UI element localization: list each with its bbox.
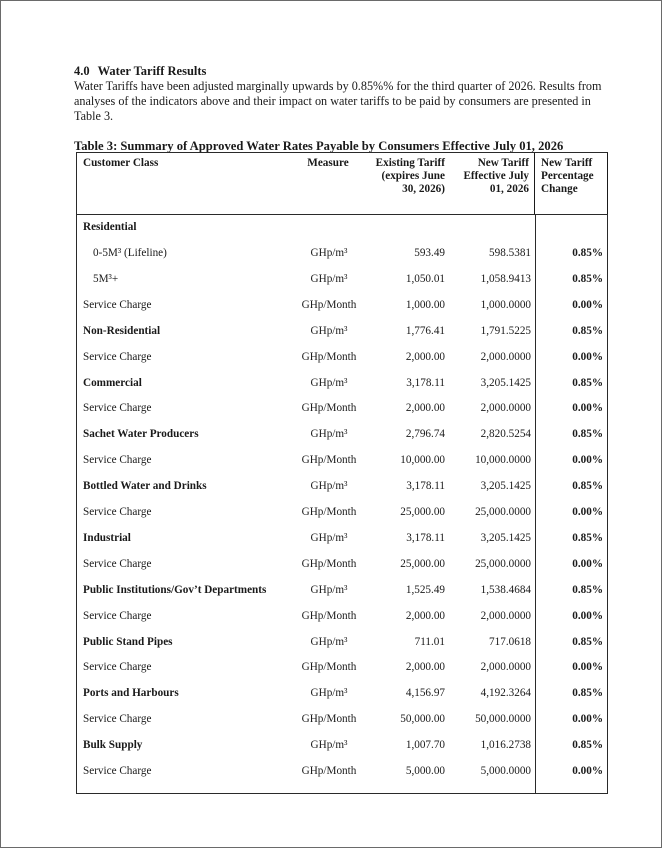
existing-tariff-cell: 3,178.11 (406, 531, 445, 544)
measure-cell: GHp/Month (301, 350, 357, 363)
section-title: Water Tariff Results (97, 64, 207, 78)
new-tariff-cell: 25,000.0000 (475, 506, 531, 518)
customer-class-cell: Service Charge (83, 765, 152, 777)
percentage-change-cell: 0.00% (572, 609, 603, 622)
new-tariff-cell: 3,205.1425 (480, 531, 531, 544)
customer-class-cell: Bulk Supply (83, 739, 143, 752)
table-row (77, 323, 607, 339)
table-row (77, 582, 607, 598)
new-tariff-cell: 10,000.0000 (475, 454, 531, 467)
customer-class-cell: Service Charge (83, 298, 152, 311)
measure-cell: GHp/Month (301, 506, 357, 518)
existing-tariff-cell: 1,007.70 (405, 739, 445, 752)
table-row (77, 504, 607, 520)
existing-tariff-cell: 3,178.11 (406, 376, 445, 389)
existing-tariff-cell: 2,000.00 (405, 350, 445, 363)
new-tariff-cell: 598.5381 (489, 247, 531, 259)
table-row (77, 659, 607, 675)
percentage-change-cell: 0.00% (572, 661, 603, 674)
tariff-table (76, 152, 608, 794)
existing-tariff-cell: 593.49 (414, 247, 445, 259)
existing-tariff-cell: 5,000.00 (405, 765, 445, 777)
table-row (77, 400, 607, 416)
existing-tariff-cell: 25,000.00 (400, 557, 445, 570)
new-tariff-cell: 2,000.0000 (480, 350, 531, 363)
table-row (77, 349, 607, 365)
existing-tariff-cell: 2,796.74 (405, 428, 445, 441)
existing-tariff-cell: 1,776.41 (405, 324, 445, 337)
customer-class-cell: Service Charge (83, 350, 152, 363)
existing-tariff-cell: 25,000.00 (400, 506, 445, 518)
existing-tariff-cell: 2,000.00 (405, 402, 445, 415)
table-row (77, 375, 607, 391)
customer-class-cell: Ports and Harbours (83, 687, 179, 700)
table-row (77, 634, 607, 650)
customer-class-cell: Public Stand Pipes (83, 635, 173, 648)
table-row (77, 737, 607, 753)
table-row (77, 478, 607, 494)
measure-cell: GHp/m³ (310, 635, 348, 648)
percentage-change-cell: 0.00% (572, 557, 603, 570)
customer-class-cell: 0-5M³ (Lifeline) (93, 247, 167, 259)
percentage-change-cell: 0.85% (572, 272, 603, 285)
measure-cell: GHp/m³ (310, 272, 348, 285)
measure-cell: GHp/m³ (310, 480, 348, 493)
customer-class-cell: Service Charge (83, 661, 152, 674)
section-4 (74, 64, 614, 124)
percentage-change-cell: 0.00% (572, 350, 603, 363)
table-row (77, 608, 607, 624)
measure-cell: GHp/Month (301, 661, 357, 674)
measure-cell: GHp/m³ (310, 687, 348, 700)
new-tariff-cell: 4,192.3264 (480, 687, 531, 700)
new-tariff-cell: 2,000.0000 (480, 609, 531, 622)
measure-cell: GHp/Month (301, 454, 357, 467)
customer-class-cell: Service Charge (83, 506, 152, 518)
new-tariff-cell: 2,000.0000 (480, 661, 531, 674)
section-heading (74, 64, 614, 79)
header-divider (77, 214, 607, 215)
table-row (77, 271, 607, 287)
customer-class-cell: Public Institutions/Gov’t Departments (83, 583, 267, 596)
measure-cell: GHp/m³ (310, 583, 348, 596)
new-tariff-cell: 2,820.5254 (480, 428, 531, 441)
percentage-change-cell: 0.00% (572, 298, 603, 311)
new-tariff-cell: 3,205.1425 (480, 376, 531, 389)
new-tariff-cell: 1,058.9413 (480, 272, 531, 285)
percentage-change-cell: 0.85% (572, 376, 603, 389)
header-customer-class: Customer Class (83, 157, 159, 169)
table-title: Table 3: Summary of Approved Water Rates Payable by Consumers Effective July 01, 2026 (74, 139, 564, 153)
measure-cell: GHp/Month (301, 713, 357, 726)
existing-tariff-cell: 711.01 (414, 635, 445, 648)
measure-cell: GHp/Month (301, 765, 357, 777)
group-label-residential: Residential (83, 221, 137, 233)
measure-cell: GHp/m³ (310, 739, 348, 752)
customer-class-cell: 5M³+ (93, 272, 119, 285)
measure-cell: GHp/Month (301, 557, 357, 570)
percentage-change-cell: 0.00% (572, 454, 603, 467)
percentage-change-cell: 0.85% (572, 687, 603, 700)
percentage-change-cell: 0.85% (572, 324, 603, 337)
table-row (77, 426, 607, 442)
measure-cell: GHp/m³ (310, 428, 348, 441)
existing-tariff-cell: 10,000.00 (400, 454, 445, 467)
section-paragraph: Water Tariffs have been adjusted marginally upwards by 0.85%% for the third quarter of 2026. Results from analyses of the indicators above and their impact on water tariffs to be paid by consumers are presented in Table 3. (74, 79, 602, 123)
customer-class-cell: Sachet Water Producers (83, 428, 199, 441)
percentage-change-cell: 0.85% (572, 635, 603, 648)
existing-tariff-cell: 2,000.00 (405, 609, 445, 622)
table-row (77, 556, 607, 572)
new-tariff-cell: 1,016.2738 (480, 739, 531, 752)
measure-cell: GHp/m³ (310, 247, 348, 259)
percentage-change-cell: 0.00% (572, 402, 603, 415)
table-row (77, 297, 607, 313)
percentage-change-cell: 0.85% (572, 583, 603, 596)
customer-class-cell: Service Charge (83, 454, 152, 467)
percentage-change-cell: 0.85% (572, 428, 603, 441)
percentage-change-cell: 0.00% (572, 713, 603, 726)
header-percentage-change: New Tariff Percentage Change (541, 157, 594, 195)
header-measure: Measure (307, 157, 349, 169)
customer-class-cell: Service Charge (83, 609, 152, 622)
percentage-change-cell: 0.00% (572, 506, 603, 518)
new-tariff-cell: 25,000.0000 (475, 557, 531, 570)
table-row (77, 245, 607, 261)
new-tariff-cell: 3,205.1425 (480, 480, 531, 493)
existing-tariff-cell: 3,178.11 (406, 480, 445, 493)
new-tariff-cell: 5,000.0000 (480, 765, 531, 777)
customer-class-cell: Non-Residential (83, 324, 161, 337)
new-tariff-cell: 717.0618 (489, 635, 531, 648)
existing-tariff-cell: 4,156.97 (405, 687, 445, 700)
customer-class-cell: Bottled Water and Drinks (83, 480, 207, 493)
percentage-change-cell: 0.85% (572, 247, 603, 259)
new-tariff-cell: 1,000.0000 (480, 298, 531, 311)
measure-cell: GHp/Month (301, 298, 357, 311)
customer-class-cell: Service Charge (83, 402, 152, 415)
measure-cell: GHp/m³ (310, 531, 348, 544)
percentage-change-cell: 0.85% (572, 739, 603, 752)
existing-tariff-cell: 1,525.49 (405, 583, 445, 596)
new-tariff-cell: 50,000.0000 (475, 713, 531, 726)
measure-cell: GHp/Month (301, 609, 357, 622)
group-label-row (77, 219, 607, 235)
measure-cell: GHp/Month (301, 402, 357, 415)
new-tariff-cell: 2,000.0000 (480, 402, 531, 415)
existing-tariff-cell: 1,000.00 (405, 298, 445, 311)
section-number: 4.0 (74, 64, 90, 78)
measure-cell: GHp/m³ (310, 376, 348, 389)
existing-tariff-cell: 2,000.00 (405, 661, 445, 674)
header-existing-tariff: Existing Tariff (expires June 30, 2026) (375, 157, 445, 195)
customer-class-cell: Industrial (83, 531, 131, 544)
percentage-change-cell: 0.85% (572, 480, 603, 493)
customer-class-cell: Service Charge (83, 557, 152, 570)
table-row (77, 711, 607, 727)
percentage-change-cell: 0.00% (572, 765, 603, 777)
table-row (77, 763, 607, 779)
measure-cell: GHp/m³ (310, 324, 348, 337)
table-row (77, 530, 607, 546)
table-row (77, 685, 607, 701)
existing-tariff-cell: 1,050.01 (405, 272, 445, 285)
new-tariff-cell: 1,538.4684 (480, 583, 531, 596)
customer-class-cell: Commercial (83, 376, 142, 389)
new-tariff-cell: 1,791.5225 (480, 324, 531, 337)
header-new-tariff: New Tariff Effective July 01, 2026 (463, 157, 529, 195)
customer-class-cell: Service Charge (83, 713, 152, 726)
percentage-change-cell: 0.85% (572, 531, 603, 544)
table-row (77, 452, 607, 468)
existing-tariff-cell: 50,000.00 (400, 713, 445, 726)
